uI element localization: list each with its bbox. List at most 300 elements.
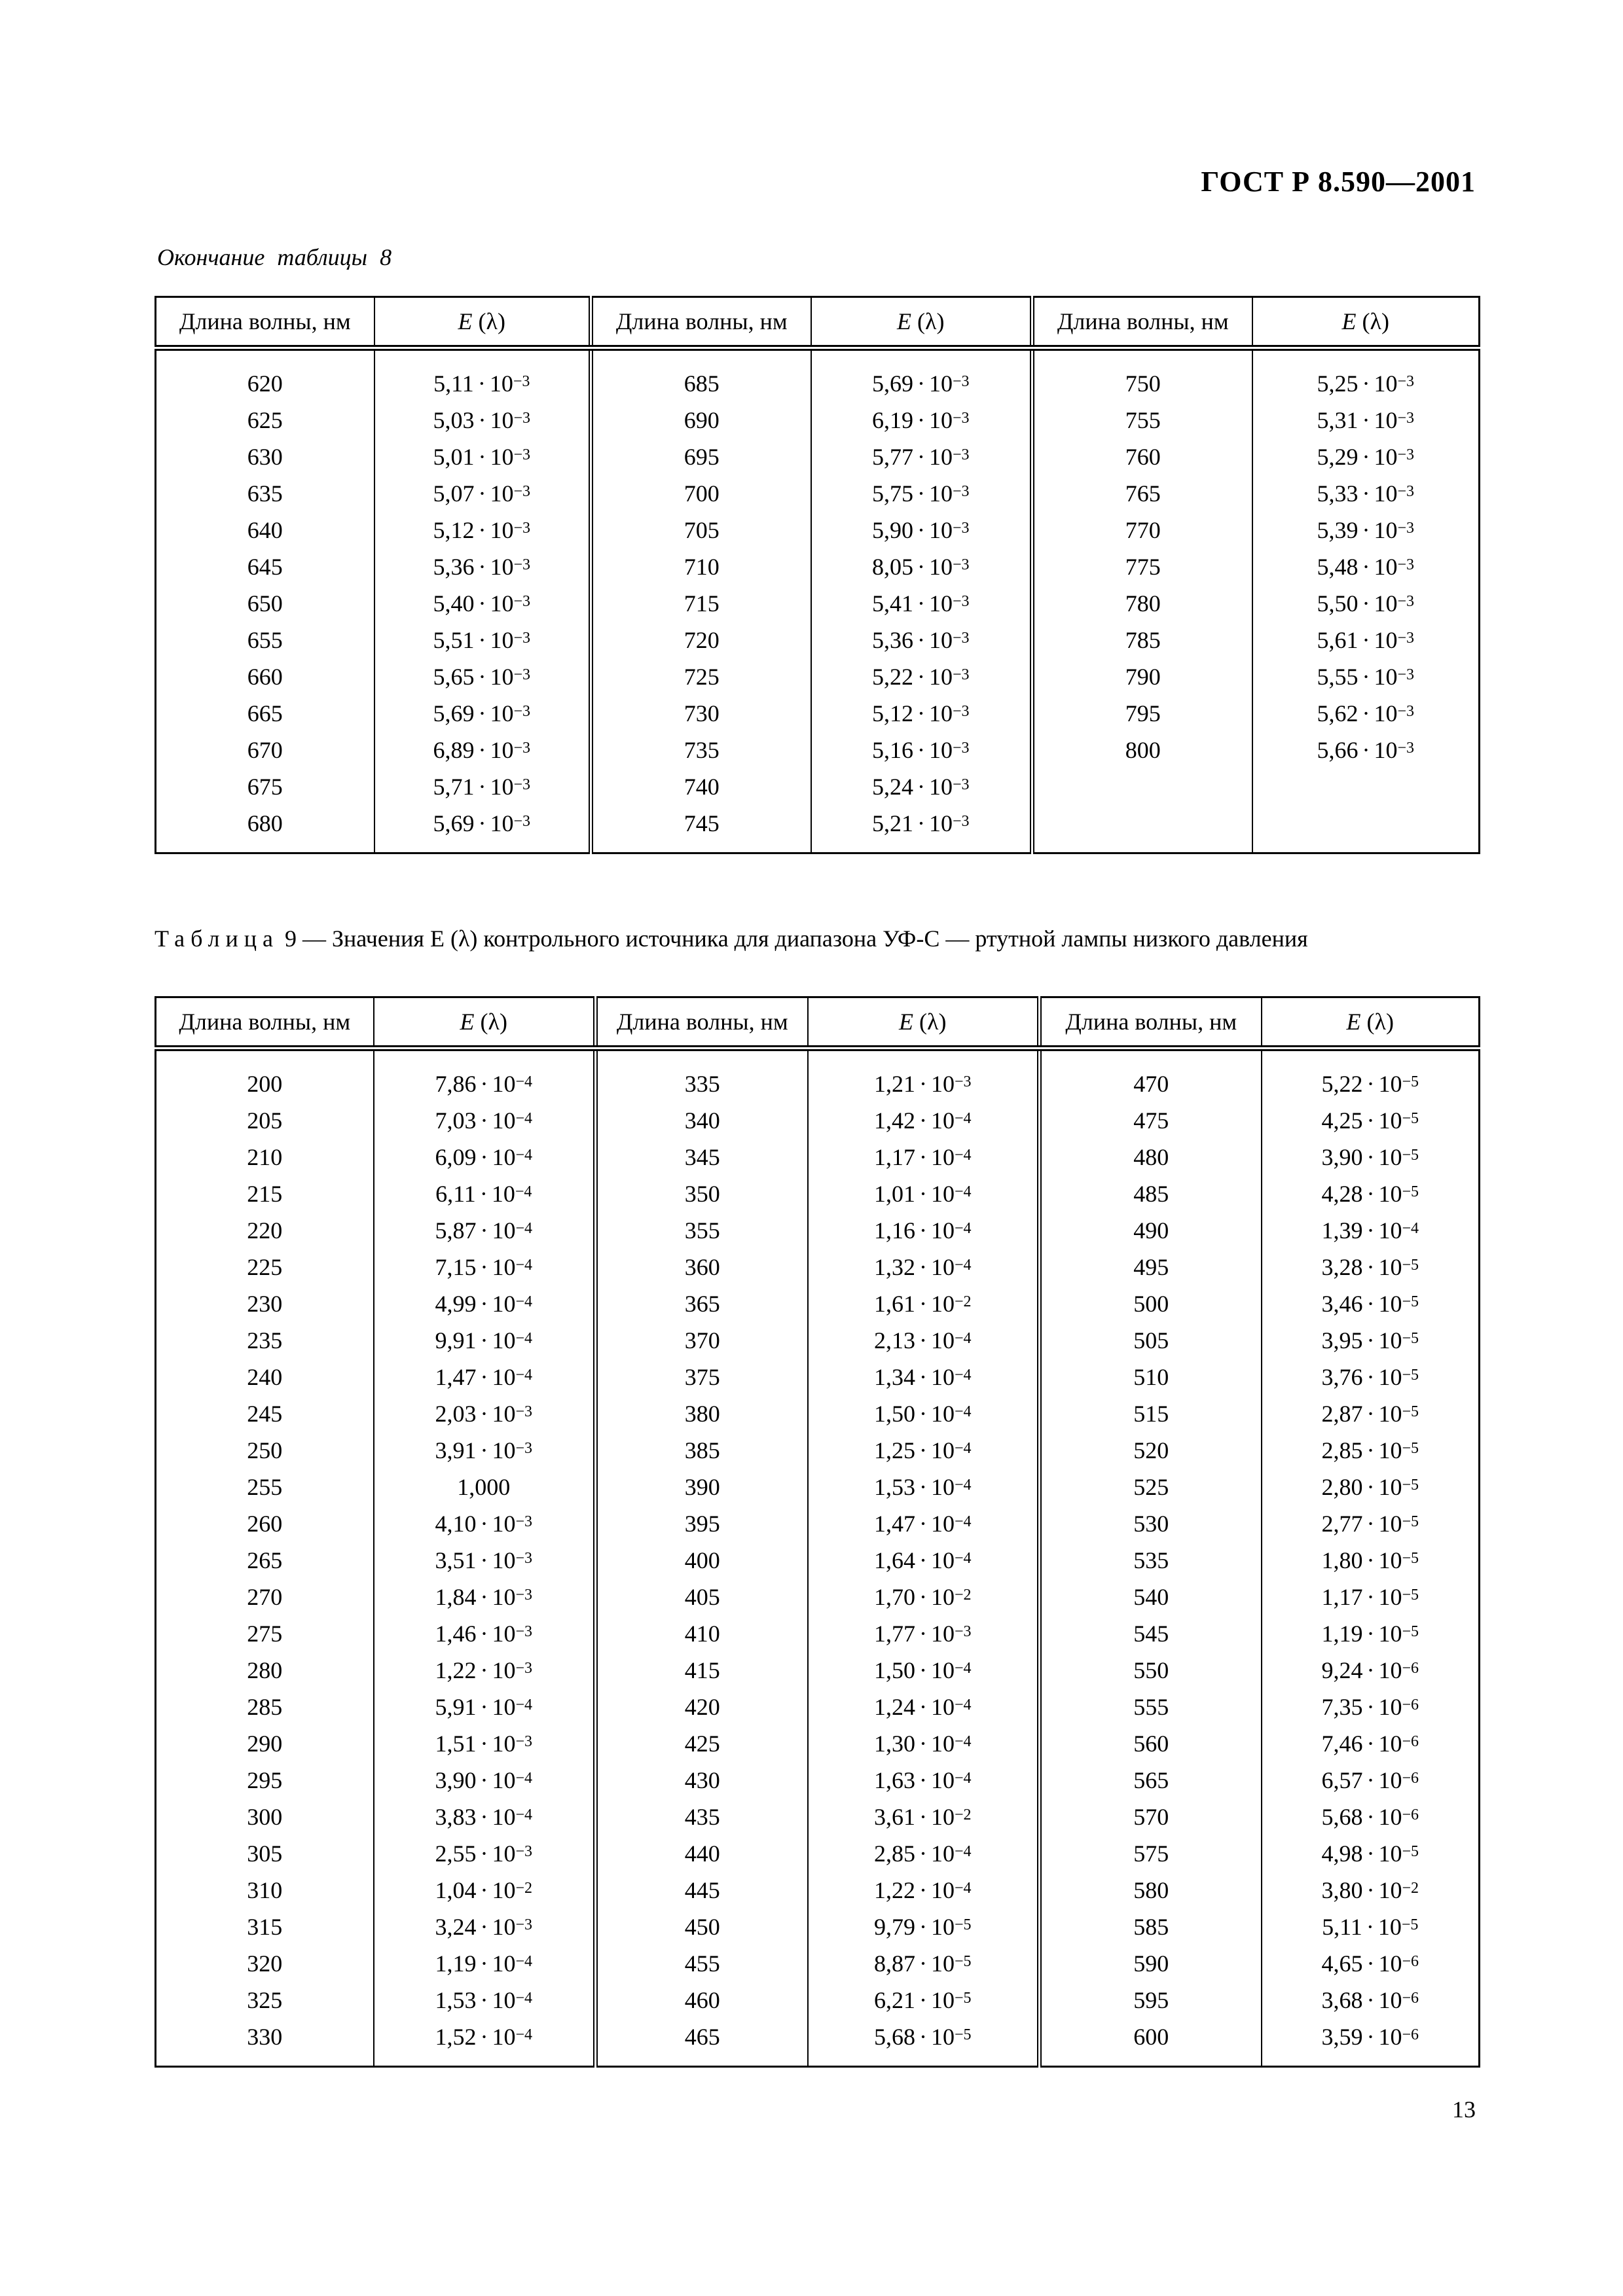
wavelength-cell: 430 — [596, 1762, 808, 1799]
irradiance-cell: $2,55 \cdot 10^{-3}$ — [374, 1835, 596, 1872]
wavelength-cell: 675 — [156, 768, 374, 805]
irradiance-cell: $5,16 \cdot 10^{-3}$ — [811, 732, 1032, 768]
irradiance-cell: $1,19 \cdot 10^{-5}$ — [1321, 1621, 1419, 1647]
irradiance-cell: $3,61 \cdot 10^{-2}$ — [808, 1799, 1040, 1835]
table-row — [156, 1615, 1480, 1652]
wavelength-cell: 445 — [596, 1872, 808, 1909]
wavelength-cell: 365 — [596, 1285, 808, 1322]
table8-header-wavelength: Длина волны, нм — [591, 297, 811, 348]
irradiance-cell: $1,21 \cdot 10^{-3}$ — [808, 1066, 1040, 1102]
table-row — [156, 1762, 1480, 1799]
irradiance-cell: $1,50 \cdot 10^{-4}$ — [808, 1652, 1040, 1689]
irradiance-cell: $5,29 \cdot 10^{-3}$ — [1317, 444, 1415, 470]
wavelength-cell: 690 — [591, 402, 811, 439]
irradiance-cell: $1,16 \cdot 10^{-4}$ — [808, 1212, 1040, 1249]
wavelength-cell: 295 — [156, 1762, 374, 1799]
wavelength-cell: 790 — [1032, 658, 1252, 695]
irradiance-cell: $5,11 \cdot 10^{-3}$ — [374, 365, 591, 402]
wavelength-cell: 220 — [156, 1212, 374, 1249]
irradiance-cell: $2,03 \cdot 10^{-3}$ — [374, 1395, 596, 1432]
irradiance-cell: $1,51 \cdot 10^{-3}$ — [374, 1725, 596, 1762]
irradiance-cell: $5,33 \cdot 10^{-3}$ — [1317, 480, 1415, 507]
wavelength-cell: 425 — [596, 1725, 808, 1762]
wavelength-cell: 545 — [1040, 1615, 1262, 1652]
wavelength-cell: 230 — [156, 1285, 374, 1322]
table-row — [156, 1285, 1480, 1322]
table-row — [156, 1505, 1480, 1542]
irradiance-cell: $1,53 \cdot 10^{-4}$ — [808, 1469, 1040, 1505]
document-standard-header: ГОСТ Р 8.590—2001 — [1201, 166, 1476, 198]
irradiance-cell: $6,21 \cdot 10^{-5}$ — [808, 1982, 1040, 2018]
irradiance-cell: $5,71 \cdot 10^{-3}$ — [374, 768, 591, 805]
table-row — [156, 1652, 1480, 1689]
wavelength-cell: 590 — [1040, 1945, 1262, 1982]
wavelength-cell: 730 — [591, 695, 811, 732]
wavelength-cell — [1032, 768, 1252, 805]
wavelength-cell: 705 — [591, 512, 811, 548]
table-row — [156, 1945, 1480, 1982]
irradiance-cell: $3,59 \cdot 10^{-6}$ — [1321, 2024, 1419, 2050]
wavelength-cell: 600 — [1040, 2018, 1262, 2055]
wavelength-cell: 640 — [156, 512, 374, 548]
irradiance-cell: $5,90 \cdot 10^{-3}$ — [811, 512, 1032, 548]
irradiance-cell: $2,85 \cdot 10^{-5}$ — [1321, 1437, 1419, 1463]
table8-header-wavelength: Длина волны, нм — [156, 297, 374, 348]
wavelength-cell: 475 — [1040, 1102, 1262, 1139]
irradiance-cell: $5,03 \cdot 10^{-3}$ — [374, 402, 591, 439]
table-row — [156, 1249, 1480, 1285]
wavelength-cell: 560 — [1040, 1725, 1262, 1762]
irradiance-cell: $1,46 \cdot 10^{-3}$ — [374, 1615, 596, 1652]
table-row — [156, 1799, 1480, 1835]
wavelength-cell: 765 — [1032, 475, 1252, 512]
table-row — [156, 1872, 1480, 1909]
irradiance-cell: $5,21 \cdot 10^{-3}$ — [811, 805, 1032, 842]
irradiance-cell: $3,46 \cdot 10^{-5}$ — [1321, 1291, 1419, 1317]
wavelength-cell: 490 — [1040, 1212, 1262, 1249]
table8-header-e: E (λ) — [1252, 297, 1480, 348]
wavelength-cell: 585 — [1040, 1909, 1262, 1945]
table-row — [156, 1725, 1480, 1762]
irradiance-cell: $2,87 \cdot 10^{-5}$ — [1321, 1401, 1419, 1427]
table-row — [156, 805, 1480, 842]
table-row — [156, 1139, 1480, 1175]
wavelength-cell: 535 — [1040, 1542, 1262, 1579]
irradiance-cell: $1,32 \cdot 10^{-4}$ — [808, 1249, 1040, 1285]
table-row — [156, 548, 1480, 585]
page-number: 13 — [1452, 2096, 1476, 2123]
table-row — [156, 475, 1480, 512]
irradiance-cell: $3,24 \cdot 10^{-3}$ — [374, 1909, 596, 1945]
irradiance-cell: $3,51 \cdot 10^{-3}$ — [374, 1542, 596, 1579]
wavelength-cell: 515 — [1040, 1395, 1262, 1432]
wavelength-cell: 500 — [1040, 1285, 1262, 1322]
irradiance-cell: $7,03 \cdot 10^{-4}$ — [374, 1102, 596, 1139]
table-row — [156, 1542, 1480, 1579]
irradiance-cell: $6,19 \cdot 10^{-3}$ — [811, 402, 1032, 439]
irradiance-cell: $5,48 \cdot 10^{-3}$ — [1317, 554, 1415, 580]
wavelength-cell: 350 — [596, 1175, 808, 1212]
wavelength-cell: 660 — [156, 658, 374, 695]
irradiance-cell: $6,89 \cdot 10^{-3}$ — [374, 732, 591, 768]
irradiance-cell: $1,04 \cdot 10^{-2}$ — [374, 1872, 596, 1909]
wavelength-cell: 210 — [156, 1139, 374, 1175]
table9-header-row — [156, 997, 1480, 1049]
irradiance-cell: $5,91 \cdot 10^{-4}$ — [374, 1689, 596, 1725]
wavelength-cell: 435 — [596, 1799, 808, 1835]
irradiance-cell: $6,09 \cdot 10^{-4}$ — [374, 1139, 596, 1175]
table8-caption: Окончание таблицы 8 — [157, 244, 392, 270]
table-row — [156, 1175, 1480, 1212]
irradiance-cell: $5,11 \cdot 10^{-5}$ — [1322, 1914, 1419, 1940]
irradiance-cell: $1,77 \cdot 10^{-3}$ — [808, 1615, 1040, 1652]
wavelength-cell: 360 — [596, 1249, 808, 1285]
wavelength-cell: 680 — [156, 805, 374, 842]
irradiance-cell: $1,17 \cdot 10^{-4}$ — [808, 1139, 1040, 1175]
irradiance-cell: $5,12 \cdot 10^{-3}$ — [374, 512, 591, 548]
table-row — [156, 1066, 1480, 1102]
table9-caption-text: — Значения E (λ) контрольного источника для диапазона УФ-С — ртутной лампы низкого давления — [302, 925, 1308, 952]
irradiance-cell: $1,47 \cdot 10^{-4}$ — [808, 1505, 1040, 1542]
irradiance-cell: $6,57 \cdot 10^{-6}$ — [1321, 1767, 1419, 1793]
wavelength-cell: 780 — [1032, 585, 1252, 622]
wavelength-cell: 340 — [596, 1102, 808, 1139]
irradiance-cell: $5,07 \cdot 10^{-3}$ — [374, 475, 591, 512]
table-row — [156, 1982, 1480, 2018]
irradiance-cell: $1,52 \cdot 10^{-4}$ — [374, 2018, 596, 2055]
irradiance-cell: $1,63 \cdot 10^{-4}$ — [808, 1762, 1040, 1799]
table-row — [156, 1579, 1480, 1615]
wavelength-cell: 575 — [1040, 1835, 1262, 1872]
irradiance-cell: $7,35 \cdot 10^{-6}$ — [1321, 1694, 1419, 1720]
wavelength-cell: 510 — [1040, 1359, 1262, 1395]
irradiance-cell: $1,70 \cdot 10^{-2}$ — [808, 1579, 1040, 1615]
irradiance-cell: $4,28 \cdot 10^{-5}$ — [1321, 1181, 1419, 1207]
table8 — [155, 296, 1480, 854]
table8-header-wavelength: Длина волны, нм — [1032, 297, 1252, 348]
irradiance-cell: $3,80 \cdot 10^{-2}$ — [1321, 1877, 1419, 1903]
irradiance-cell: $4,65 \cdot 10^{-6}$ — [1321, 1950, 1419, 1977]
wavelength-cell: 555 — [1040, 1689, 1262, 1725]
wavelength-cell: 330 — [156, 2018, 374, 2055]
wavelength-cell: 225 — [156, 1249, 374, 1285]
irradiance-cell: $2,80 \cdot 10^{-5}$ — [1321, 1474, 1419, 1500]
wavelength-cell: 710 — [591, 548, 811, 585]
wavelength-cell: 215 — [156, 1175, 374, 1212]
irradiance-cell: $1,42 \cdot 10^{-4}$ — [808, 1102, 1040, 1139]
wavelength-cell: 580 — [1040, 1872, 1262, 1909]
wavelength-cell: 800 — [1032, 732, 1252, 768]
table9-header-e: E (λ) — [1262, 997, 1480, 1049]
wavelength-cell: 480 — [1040, 1139, 1262, 1175]
table-row — [156, 1835, 1480, 1872]
irradiance-cell: $1,34 \cdot 10^{-4}$ — [808, 1359, 1040, 1395]
wavelength-cell: 275 — [156, 1615, 374, 1652]
table9-caption — [155, 923, 1478, 954]
table8-header-row — [156, 297, 1480, 348]
wavelength-cell: 650 — [156, 585, 374, 622]
irradiance-cell: $5,65 \cdot 10^{-3}$ — [374, 658, 591, 695]
wavelength-cell: 300 — [156, 1799, 374, 1835]
irradiance-cell: $7,46 \cdot 10^{-6}$ — [1321, 1731, 1419, 1757]
wavelength-cell: 670 — [156, 732, 374, 768]
irradiance-cell — [1252, 805, 1480, 842]
table-row — [156, 732, 1480, 768]
wavelength-cell: 495 — [1040, 1249, 1262, 1285]
wavelength-cell: 370 — [596, 1322, 808, 1359]
table-row — [156, 512, 1480, 548]
wavelength-cell: 630 — [156, 439, 374, 475]
wavelength-cell: 415 — [596, 1652, 808, 1689]
irradiance-cell: $1,22 \cdot 10^{-4}$ — [808, 1872, 1040, 1909]
irradiance-cell: $1,84 \cdot 10^{-3}$ — [374, 1579, 596, 1615]
wavelength-cell: 380 — [596, 1395, 808, 1432]
wavelength-cell: 645 — [156, 548, 374, 585]
wavelength-cell: 530 — [1040, 1505, 1262, 1542]
table-row — [156, 402, 1480, 439]
irradiance-cell: $5,31 \cdot 10^{-3}$ — [1317, 407, 1415, 433]
table-row — [156, 1909, 1480, 1945]
table-row — [156, 585, 1480, 622]
irradiance-cell: $1,64 \cdot 10^{-4}$ — [808, 1542, 1040, 1579]
wavelength-cell: 685 — [591, 365, 811, 402]
wavelength-cell: 505 — [1040, 1322, 1262, 1359]
irradiance-cell: $5,36 \cdot 10^{-3}$ — [811, 622, 1032, 658]
table9-body — [156, 1049, 1480, 2067]
wavelength-cell — [1032, 805, 1252, 842]
irradiance-cell: $1,25 \cdot 10^{-4}$ — [808, 1432, 1040, 1469]
wavelength-cell: 375 — [596, 1359, 808, 1395]
wavelength-cell: 595 — [1040, 1982, 1262, 2018]
irradiance-cell: $1,39 \cdot 10^{-4}$ — [1321, 1217, 1419, 1244]
table-row — [156, 622, 1480, 658]
wavelength-cell: 240 — [156, 1359, 374, 1395]
irradiance-cell — [1252, 768, 1480, 805]
wavelength-cell: 245 — [156, 1395, 374, 1432]
wavelength-cell: 410 — [596, 1615, 808, 1652]
irradiance-cell: $5,75 \cdot 10^{-3}$ — [811, 475, 1032, 512]
wavelength-cell: 205 — [156, 1102, 374, 1139]
wavelength-cell: 760 — [1032, 439, 1252, 475]
wavelength-cell: 540 — [1040, 1579, 1262, 1615]
table-row — [156, 1212, 1480, 1249]
wavelength-cell: 460 — [596, 1982, 808, 2018]
wavelength-cell: 695 — [591, 439, 811, 475]
irradiance-cell: $3,83 \cdot 10^{-4}$ — [374, 1799, 596, 1835]
wavelength-cell: 570 — [1040, 1799, 1262, 1835]
irradiance-cell: $8,05 \cdot 10^{-3}$ — [811, 548, 1032, 585]
irradiance-cell: $3,28 \cdot 10^{-5}$ — [1321, 1254, 1419, 1280]
wavelength-cell: 770 — [1032, 512, 1252, 548]
irradiance-cell: $7,15 \cdot 10^{-4}$ — [374, 1249, 596, 1285]
wavelength-cell: 620 — [156, 365, 374, 402]
table8-body — [156, 348, 1480, 853]
irradiance-cell: $4,98 \cdot 10^{-5}$ — [1321, 1840, 1419, 1867]
wavelength-cell: 720 — [591, 622, 811, 658]
wavelength-cell: 305 — [156, 1835, 374, 1872]
irradiance-cell: $1,50 \cdot 10^{-4}$ — [808, 1395, 1040, 1432]
wavelength-cell: 470 — [1040, 1066, 1262, 1102]
wavelength-cell: 280 — [156, 1652, 374, 1689]
wavelength-cell: 390 — [596, 1469, 808, 1505]
wavelength-cell: 715 — [591, 585, 811, 622]
table9-header-e: E (λ) — [374, 997, 596, 1049]
irradiance-cell: $1,24 \cdot 10^{-4}$ — [808, 1689, 1040, 1725]
irradiance-cell: $3,95 \cdot 10^{-5}$ — [1321, 1327, 1419, 1354]
wavelength-cell: 440 — [596, 1835, 808, 1872]
table9-header-wavelength: Длина волны, нм — [1040, 997, 1262, 1049]
wavelength-cell: 255 — [156, 1469, 374, 1505]
wavelength-cell: 420 — [596, 1689, 808, 1725]
wavelength-cell: 465 — [596, 2018, 808, 2055]
irradiance-cell: $5,22 \cdot 10^{-3}$ — [811, 658, 1032, 695]
irradiance-cell: $7,86 \cdot 10^{-4}$ — [374, 1066, 596, 1102]
irradiance-cell: $5,12 \cdot 10^{-3}$ — [811, 695, 1032, 732]
table-row — [156, 768, 1480, 805]
irradiance-cell: $5,36 \cdot 10^{-3}$ — [374, 548, 591, 585]
wavelength-cell: 635 — [156, 475, 374, 512]
irradiance-cell: $8,87 \cdot 10^{-5}$ — [808, 1945, 1040, 1982]
wavelength-cell: 665 — [156, 695, 374, 732]
irradiance-cell: $5,39 \cdot 10^{-3}$ — [1317, 517, 1415, 543]
irradiance-cell: $5,25 \cdot 10^{-3}$ — [1317, 370, 1415, 397]
wavelength-cell: 310 — [156, 1872, 374, 1909]
wavelength-cell: 550 — [1040, 1652, 1262, 1689]
irradiance-cell: $3,90 \cdot 10^{-4}$ — [374, 1762, 596, 1799]
table-row — [156, 1432, 1480, 1469]
wavelength-cell: 250 — [156, 1432, 374, 1469]
irradiance-cell: $1,19 \cdot 10^{-4}$ — [374, 1945, 596, 1982]
wavelength-cell: 270 — [156, 1579, 374, 1615]
table-row — [156, 439, 1480, 475]
wavelength-cell: 395 — [596, 1505, 808, 1542]
irradiance-cell: $5,40 \cdot 10^{-3}$ — [374, 585, 591, 622]
irradiance-cell: $9,24 \cdot 10^{-6}$ — [1321, 1657, 1419, 1683]
irradiance-cell: $6,11 \cdot 10^{-4}$ — [374, 1175, 596, 1212]
wavelength-cell: 265 — [156, 1542, 374, 1579]
irradiance-cell: $5,51 \cdot 10^{-3}$ — [374, 622, 591, 658]
irradiance-cell: $5,50 \cdot 10^{-3}$ — [1317, 590, 1415, 617]
irradiance-cell: $4,25 \cdot 10^{-5}$ — [1321, 1107, 1419, 1134]
irradiance-cell: $2,77 \cdot 10^{-5}$ — [1321, 1511, 1419, 1537]
wavelength-cell: 625 — [156, 402, 374, 439]
wavelength-cell: 325 — [156, 1982, 374, 2018]
irradiance-cell: $9,91 \cdot 10^{-4}$ — [374, 1322, 596, 1359]
irradiance-cell: $5,69 \cdot 10^{-3}$ — [811, 365, 1032, 402]
wavelength-cell: 405 — [596, 1579, 808, 1615]
irradiance-cell: $1,61 \cdot 10^{-2}$ — [808, 1285, 1040, 1322]
wavelength-cell: 400 — [596, 1542, 808, 1579]
wavelength-cell: 235 — [156, 1322, 374, 1359]
table-row — [156, 695, 1480, 732]
table9-header-e: E (λ) — [808, 997, 1040, 1049]
table8-header-e: E (λ) — [811, 297, 1032, 348]
wavelength-cell: 745 — [591, 805, 811, 842]
wavelength-cell: 525 — [1040, 1469, 1262, 1505]
wavelength-cell: 775 — [1032, 548, 1252, 585]
irradiance-cell: $1,53 \cdot 10^{-4}$ — [374, 1982, 596, 2018]
wavelength-cell: 455 — [596, 1945, 808, 1982]
irradiance-cell: $1,30 \cdot 10^{-4}$ — [808, 1725, 1040, 1762]
irradiance-cell: $3,76 \cdot 10^{-5}$ — [1321, 1364, 1419, 1390]
irradiance-cell: $5,61 \cdot 10^{-3}$ — [1317, 627, 1415, 653]
table-row — [156, 1395, 1480, 1432]
wavelength-cell: 290 — [156, 1725, 374, 1762]
irradiance-cell: $5,22 \cdot 10^{-5}$ — [1321, 1071, 1419, 1097]
wavelength-cell: 700 — [591, 475, 811, 512]
irradiance-cell: $3,90 \cdot 10^{-5}$ — [1321, 1144, 1419, 1170]
irradiance-cell: $2,13 \cdot 10^{-4}$ — [808, 1322, 1040, 1359]
wavelength-cell: 345 — [596, 1139, 808, 1175]
wavelength-cell: 450 — [596, 1909, 808, 1945]
irradiance-cell: $5,24 \cdot 10^{-3}$ — [811, 768, 1032, 805]
wavelength-cell: 355 — [596, 1212, 808, 1249]
irradiance-cell: $1,80 \cdot 10^{-5}$ — [1321, 1547, 1419, 1573]
table9-caption-number: 9 — [284, 925, 297, 952]
table-row — [156, 1359, 1480, 1395]
table9-header-wavelength: Длина волны, нм — [156, 997, 374, 1049]
wavelength-cell: 755 — [1032, 402, 1252, 439]
wavelength-cell: 385 — [596, 1432, 808, 1469]
table9 — [155, 996, 1480, 2068]
wavelength-cell: 725 — [591, 658, 811, 695]
wavelength-cell: 735 — [591, 732, 811, 768]
wavelength-cell: 795 — [1032, 695, 1252, 732]
irradiance-cell: $1,17 \cdot 10^{-5}$ — [1321, 1584, 1419, 1610]
irradiance-cell: $2,85 \cdot 10^{-4}$ — [808, 1835, 1040, 1872]
irradiance-cell: $1,01 \cdot 10^{-4}$ — [808, 1175, 1040, 1212]
table-row — [156, 1322, 1480, 1359]
wavelength-cell: 335 — [596, 1066, 808, 1102]
wavelength-cell: 655 — [156, 622, 374, 658]
irradiance-cell: $5,69 \cdot 10^{-3}$ — [374, 695, 591, 732]
irradiance-cell: $1,22 \cdot 10^{-3}$ — [374, 1652, 596, 1689]
irradiance-cell: $3,91 \cdot 10^{-3}$ — [374, 1432, 596, 1469]
irradiance-cell: $4,10 \cdot 10^{-3}$ — [374, 1505, 596, 1542]
wavelength-cell: 320 — [156, 1945, 374, 1982]
irradiance-cell: $5,68 \cdot 10^{-6}$ — [1321, 1804, 1419, 1830]
irradiance-cell: $5,62 \cdot 10^{-3}$ — [1317, 700, 1415, 726]
table-row — [156, 365, 1480, 402]
irradiance-cell: $5,41 \cdot 10^{-3}$ — [811, 585, 1032, 622]
irradiance-cell: $5,55 \cdot 10^{-3}$ — [1317, 664, 1415, 690]
wavelength-cell: 740 — [591, 768, 811, 805]
table-row — [156, 1469, 1480, 1505]
wavelength-cell: 315 — [156, 1909, 374, 1945]
wavelength-cell: 285 — [156, 1689, 374, 1725]
wavelength-cell: 200 — [156, 1066, 374, 1102]
table-row — [156, 1102, 1480, 1139]
irradiance-cell: $4,99 \cdot 10^{-4}$ — [374, 1285, 596, 1322]
wavelength-cell: 260 — [156, 1505, 374, 1542]
irradiance-cell: $1,47 \cdot 10^{-4}$ — [374, 1359, 596, 1395]
wavelength-cell: 785 — [1032, 622, 1252, 658]
irradiance-cell: $5,69 \cdot 10^{-3}$ — [374, 805, 591, 842]
table-row — [156, 658, 1480, 695]
irradiance-cell: $5,66 \cdot 10^{-3}$ — [1317, 737, 1415, 763]
irradiance-cell: 1,000 — [374, 1469, 596, 1505]
table9-caption-label: Таблица — [155, 925, 279, 952]
irradiance-cell: $9,79 \cdot 10^{-5}$ — [808, 1909, 1040, 1945]
wavelength-cell: 565 — [1040, 1762, 1262, 1799]
wavelength-cell: 750 — [1032, 365, 1252, 402]
wavelength-cell: 485 — [1040, 1175, 1262, 1212]
table9-header-wavelength: Длина волны, нм — [596, 997, 808, 1049]
irradiance-cell: $5,01 \cdot 10^{-3}$ — [374, 439, 591, 475]
wavelength-cell: 520 — [1040, 1432, 1262, 1469]
table-row — [156, 2018, 1480, 2055]
table-row — [156, 1689, 1480, 1725]
